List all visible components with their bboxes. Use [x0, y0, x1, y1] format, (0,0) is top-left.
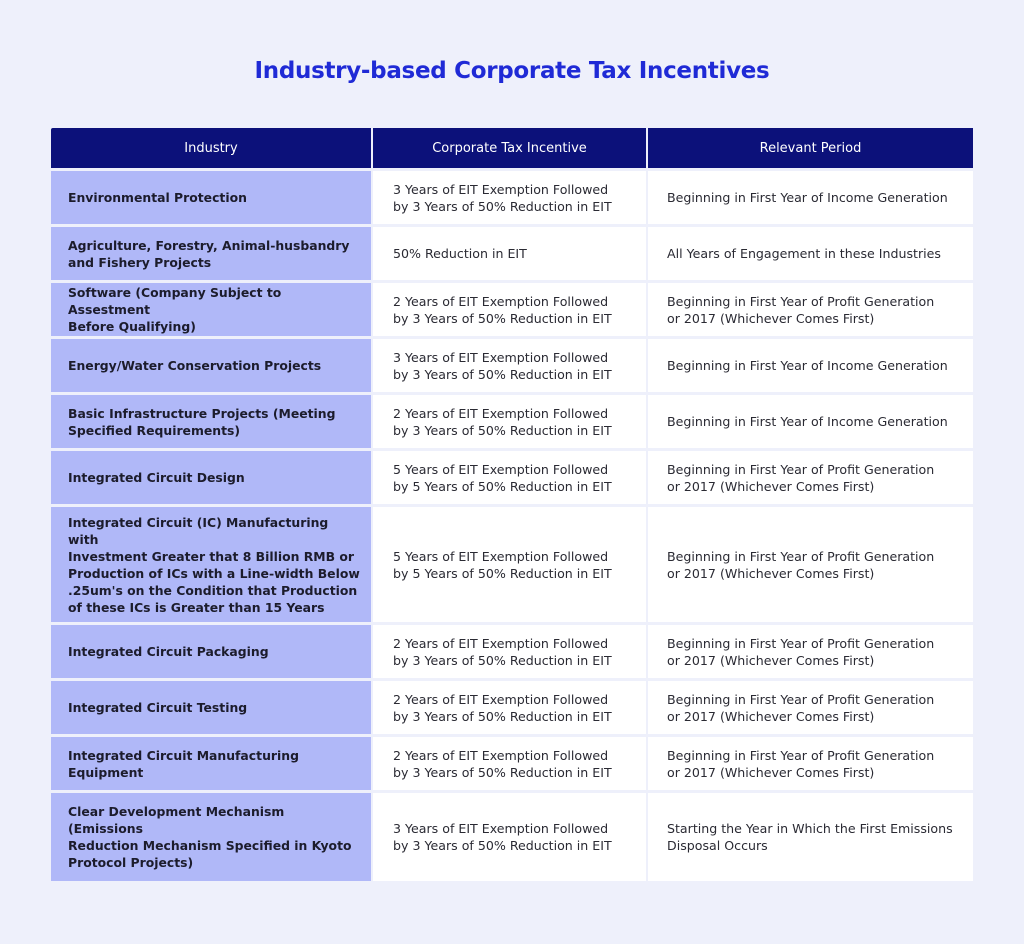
- text-line: All Years of Engagement in these Industries: [667, 246, 941, 261]
- period-cell-text: [667, 548, 934, 582]
- incentive-cell-text: [393, 548, 612, 582]
- industry-cell-text: [68, 699, 247, 716]
- incentive-cell-text: [393, 461, 612, 495]
- text-line: Agriculture, Forestry, Animal-husbandry: [68, 237, 350, 253]
- industry-cell: [51, 737, 371, 790]
- incentive-cell-text: [393, 245, 527, 262]
- period-cell: [648, 507, 973, 622]
- text-line: and Fishery Projects: [68, 254, 212, 270]
- period-cell-text: [667, 635, 934, 669]
- text-line: Integrated Circuit (IC) Manufacturing with: [68, 514, 329, 547]
- text-line: by 3 Years of 50% Reduction in EIT: [393, 310, 612, 326]
- text-line: by 3 Years of 50% Reduction in EIT: [393, 652, 612, 668]
- industry-cell: [51, 171, 371, 224]
- industry-cell-text: [68, 189, 247, 206]
- text-line: or 2017 (Whichever Comes First): [667, 652, 875, 668]
- period-cell-text: [667, 293, 934, 327]
- header-industry: Industry: [51, 128, 371, 168]
- text-line: 2 Years of EIT Exemption Followed: [393, 635, 609, 651]
- period-cell: [648, 793, 973, 881]
- incentive-cell: [373, 339, 646, 392]
- text-line: 2 Years of EIT Exemption Followed: [393, 293, 609, 309]
- text-line: Before Qualifying): [68, 319, 196, 334]
- incentive-cell: [373, 451, 646, 504]
- text-line: Beginning in First Year of Profit Generation: [667, 691, 935, 707]
- text-line: 5 Years of EIT Exemption Followed: [393, 461, 609, 477]
- text-line: Integrated Circuit Testing: [68, 700, 248, 715]
- period-cell-text: [667, 357, 948, 374]
- period-cell-text: [667, 413, 948, 430]
- industry-cell: [51, 625, 371, 678]
- incentive-cell: [373, 793, 646, 881]
- header-relevant-period: Relevant Period: [648, 128, 973, 168]
- text-line: Beginning in First Year of Profit Generation: [667, 548, 935, 564]
- text-line: Beginning in First Year of Profit Generation: [667, 293, 935, 309]
- text-line: 3 Years of EIT Exemption Followed: [393, 349, 609, 365]
- text-line: Basic Infrastructure Projects (Meeting: [68, 405, 336, 421]
- text-line: by 3 Years of 50% Reduction in EIT: [393, 422, 612, 438]
- text-line: 2 Years of EIT Exemption Followed: [393, 405, 609, 421]
- text-line: Integrated Circuit Manufacturing Equipment: [68, 747, 299, 780]
- text-line: 3 Years of EIT Exemption Followed: [393, 821, 609, 836]
- text-line: 5 Years of EIT Exemption Followed: [393, 548, 609, 564]
- text-line: Protocol Projects): [68, 855, 194, 870]
- incentive-cell: [373, 283, 646, 336]
- industry-cell-text: [68, 803, 361, 871]
- incentive-cell-text: [393, 181, 612, 215]
- text-line: 2 Years of EIT Exemption Followed: [393, 747, 609, 763]
- incentive-cell-text: [393, 691, 612, 725]
- text-line: by 5 Years of 50% Reduction in EIT: [393, 478, 612, 494]
- tax-incentives-table: [51, 128, 973, 881]
- text-line: or 2017 (Whichever Comes First): [667, 478, 875, 494]
- text-line: or 2017 (Whichever Comes First): [667, 565, 875, 581]
- text-line: Beginning in First Year of Income Generation: [667, 358, 948, 373]
- text-line: Specified Requirements): [68, 422, 241, 438]
- incentive-cell: [373, 737, 646, 790]
- header-corporate-tax-incentive: Corporate Tax Incentive: [373, 128, 646, 168]
- period-cell: [648, 283, 973, 336]
- text-line: 3 Years of EIT Exemption Followed: [393, 181, 609, 197]
- incentive-cell-text: [393, 349, 612, 383]
- period-cell: [648, 737, 973, 790]
- text-line: Energy/Water Conservation Projects: [68, 358, 322, 373]
- period-cell-text: [667, 461, 934, 495]
- period-cell-text: [667, 747, 934, 781]
- text-line: 2 Years of EIT Exemption Followed: [393, 691, 609, 707]
- text-line: Beginning in First Year of Profit Generation: [667, 747, 935, 763]
- incentive-cell: [373, 227, 646, 280]
- text-line: Beginning in First Year of Income Generation: [667, 414, 948, 429]
- text-line: Environmental Protection: [68, 190, 247, 205]
- text-line: Beginning in First Year of Profit Generation: [667, 635, 935, 651]
- industry-cell: [51, 507, 371, 622]
- industry-cell: [51, 395, 371, 448]
- industry-cell-text: [68, 237, 350, 271]
- industry-cell-text: [68, 747, 361, 781]
- text-line: by 3 Years of 50% Reduction in EIT: [393, 198, 612, 214]
- incentive-cell-text: [393, 820, 612, 854]
- industry-cell-text: [68, 405, 336, 439]
- text-line: Starting the Year in Which the First Emissions: [667, 821, 953, 836]
- text-line: Disposal Occurs: [667, 838, 768, 853]
- period-cell: [648, 451, 973, 504]
- period-cell: [648, 625, 973, 678]
- period-cell-text: [667, 820, 953, 854]
- text-line: or 2017 (Whichever Comes First): [667, 708, 875, 724]
- industry-cell-text: [68, 643, 269, 660]
- text-line: or 2017 (Whichever Comes First): [667, 764, 875, 780]
- industry-cell: [51, 451, 371, 504]
- incentive-cell: [373, 681, 646, 734]
- text-line: by 3 Years of 50% Reduction in EIT: [393, 708, 612, 724]
- incentive-cell: [373, 395, 646, 448]
- period-cell-text: [667, 189, 948, 206]
- text-line: Software (Company Subject to Assestment: [68, 285, 282, 317]
- industry-cell: [51, 793, 371, 881]
- text-line: by 3 Years of 50% Reduction in EIT: [393, 838, 612, 853]
- text-line: by 5 Years of 50% Reduction in EIT: [393, 565, 612, 581]
- incentive-cell: [373, 171, 646, 224]
- text-line: Beginning in First Year of Income Generation: [667, 190, 948, 205]
- period-cell-text: [667, 691, 934, 725]
- industry-cell: [51, 227, 371, 280]
- industry-cell: [51, 283, 371, 336]
- text-line: Reduction Mechanism Specified in Kyoto: [68, 838, 352, 853]
- text-line: Clear Development Mechanism (Emissions: [68, 804, 285, 836]
- page-title: Industry-based Corporate Tax Incentives: [254, 58, 770, 84]
- text-line: or 2017 (Whichever Comes First): [667, 310, 875, 326]
- text-line: by 3 Years of 50% Reduction in EIT: [393, 366, 612, 382]
- period-cell: [648, 681, 973, 734]
- industry-cell-text: [68, 357, 321, 374]
- period-cell-text: [667, 245, 941, 262]
- industry-cell-text: [68, 469, 245, 486]
- text-line: Integrated Circuit Packaging: [68, 644, 269, 659]
- incentive-cell-text: [393, 405, 612, 439]
- incentive-cell-text: [393, 293, 612, 327]
- text-line: Production of ICs with a Line-width Below: [68, 565, 360, 581]
- incentive-cell: [373, 625, 646, 678]
- industry-cell-text: [68, 284, 361, 335]
- period-cell: [648, 395, 973, 448]
- text-line: by 3 Years of 50% Reduction in EIT: [393, 764, 612, 780]
- industry-cell: [51, 339, 371, 392]
- incentive-cell-text: [393, 747, 612, 781]
- incentive-cell-text: [393, 635, 612, 669]
- text-line: 50% Reduction in EIT: [393, 246, 527, 261]
- text-line: Integrated Circuit Design: [68, 470, 245, 485]
- period-cell: [648, 339, 973, 392]
- incentive-cell: [373, 507, 646, 622]
- text-line: .25um's on the Condition that Production: [68, 582, 358, 598]
- period-cell: [648, 227, 973, 280]
- period-cell: [648, 171, 973, 224]
- industry-cell: [51, 681, 371, 734]
- text-line: Investment Greater that 8 Billion RMB or: [68, 548, 354, 564]
- industry-cell-text: [68, 514, 361, 616]
- text-line: Beginning in First Year of Profit Generation: [667, 461, 935, 477]
- text-line: of these ICs is Greater than 15 Years: [68, 599, 325, 615]
